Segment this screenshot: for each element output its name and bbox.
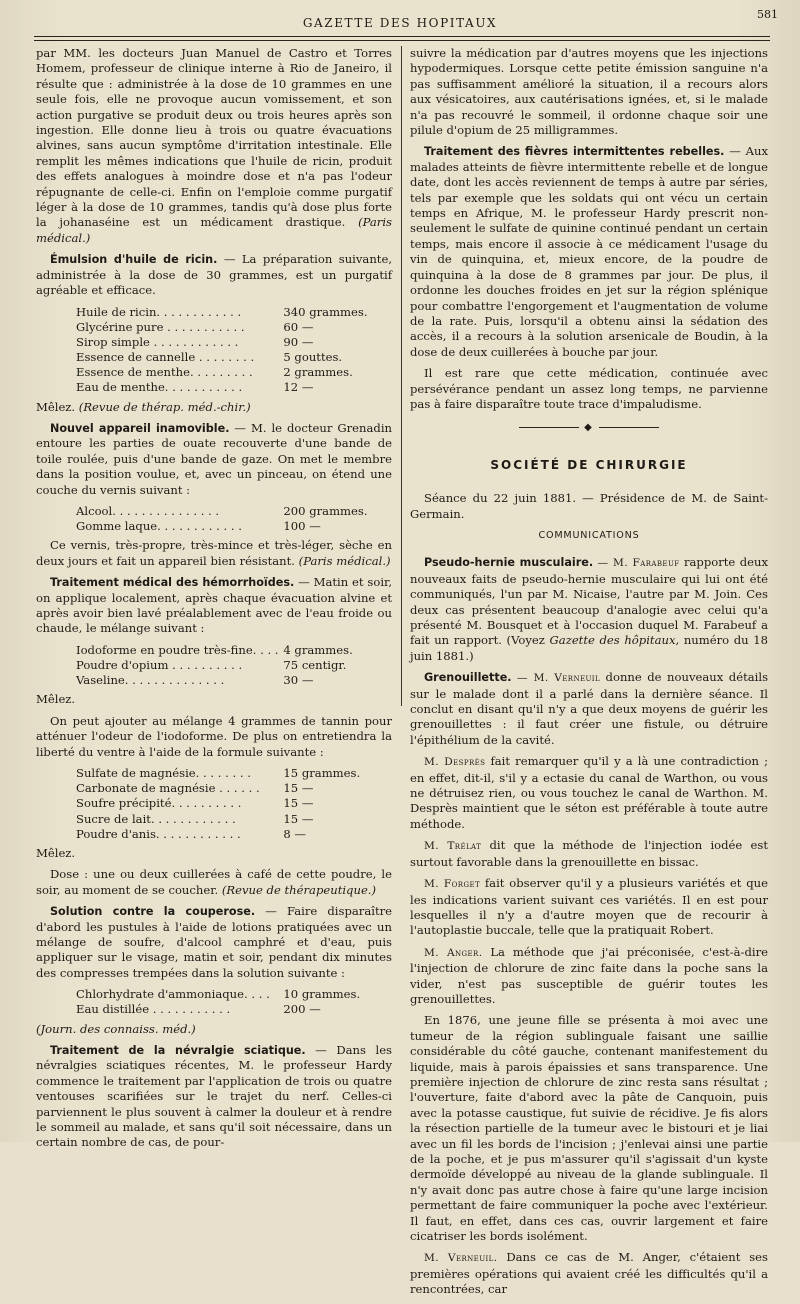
- quantity: 200 —: [283, 1002, 321, 1017]
- society-heading: SOCIÉTÉ DE CHIRURGIE: [490, 457, 688, 472]
- ingredient: Eau de menthe. . . . . . . . . . .: [76, 380, 243, 395]
- article-paragraph: [410, 1013, 768, 1244]
- quantity: 2 grammes.: [283, 365, 353, 380]
- recipe-row: [76, 504, 392, 519]
- recipe-row: [76, 781, 392, 796]
- article-paragraph: [36, 421, 392, 498]
- quantity: 12 —: [283, 380, 314, 395]
- speaker-name: M. Forget: [424, 878, 481, 891]
- recipe-row: [76, 1002, 392, 1017]
- recipe-row: [76, 673, 392, 688]
- speaker-name: M. Desprès: [424, 756, 486, 769]
- recipe-row: [76, 335, 392, 350]
- speaker-name: — M. Farabeuf: [597, 557, 680, 570]
- section-title: Traitement de la névralgie sciatique.: [50, 1044, 306, 1058]
- paragraph-text: Dose : une ou deux cuillerées à café de cette poudre, le soir, au moment de se coucher.: [36, 867, 392, 897]
- paragraph-text: Il est rare que cette médication, continuée avec persévérance pendant un assez long temps, ne parvienne pas à faire disparaître toute trace d'impaludisme.: [410, 366, 768, 411]
- column-divider: [401, 46, 402, 706]
- ornament-diamond-icon: ◆: [584, 422, 594, 434]
- ingredient: Soufre précipité. . . . . . . . . .: [76, 796, 242, 811]
- article-paragraph: [36, 46, 392, 246]
- section-title: Traitement des fièvres intermittentes rebelles.: [424, 145, 725, 159]
- ingredient: Essence de cannelle . . . . . . . .: [76, 350, 255, 365]
- article-paragraph: [410, 945, 768, 1008]
- ornament-line: [599, 427, 659, 428]
- quantity: 200 grammes.: [283, 504, 368, 519]
- article-paragraph: [36, 575, 392, 637]
- ingredient: Glycérine pure . . . . . . . . . . .: [76, 319, 245, 334]
- recipe-row: [76, 827, 392, 842]
- recipe-row: [76, 305, 392, 320]
- article-paragraph: [36, 904, 392, 981]
- speaker-name: M. Anger.: [424, 946, 483, 959]
- ingredient: Vaseline. . . . . . . . . . . . . .: [76, 673, 225, 688]
- article-paragraph: [410, 838, 768, 870]
- paragraph-text: — La préparation suivante, administrée à la dose de 30 grammes, est un purgatif agréable et efficace.: [36, 252, 393, 298]
- source-reference: (Paris médical.): [36, 215, 392, 245]
- paragraph-text: numéro du 18 juin 1881.): [410, 633, 769, 663]
- recipe-row: [76, 987, 392, 1002]
- paragraph-text: dit que la méthode de l'injection iodée est surtout favorable dans la grenouillette en bissac.: [410, 838, 768, 869]
- recipe-row: [76, 796, 392, 811]
- recipe-list: [76, 766, 392, 842]
- ingredient: Chlorhydrate d'ammoniaque. . . .: [76, 987, 270, 1002]
- header-rule: [34, 36, 770, 37]
- source-reference: (Revue de thérap. méd.-chir.): [78, 399, 251, 414]
- right-column: [410, 46, 768, 1304]
- quantity: 15 grammes.: [283, 766, 361, 781]
- ingredient: Poudre d'opium . . . . . . . . . .: [76, 658, 243, 673]
- source-reference: (Journ. des connaiss. méd.): [36, 1021, 196, 1036]
- recipe-row: [76, 365, 392, 380]
- recipe-list: [76, 504, 392, 534]
- ingredient: Carbonate de magnésie . . . . . .: [76, 781, 260, 796]
- article-paragraph: [410, 555, 768, 664]
- paragraph-text: donne de nouveaux détails sur le malade dont il a parlé dans la dernière séance. Il conclut en disant qu'il n'y a que deux moyens de guérir les grenouillettes : il faut créer une fistule, ou détruire l'épithélium de la cavité.: [410, 670, 769, 747]
- section-title: Pseudo-hernie musculaire.: [424, 556, 594, 570]
- section-title: Traitement médical des hémorrhoïdes.: [50, 576, 295, 590]
- paragraph-text: fait remarquer qu'il y a là une contradiction ; en effet, dit-il, s'il y a ectasie du canal de Warthon, ou vous ne détruisez rien, ou vous touchez le canal de Warthon. M. Desprès maintient que le séton est préférable à toute autre méthode.: [410, 754, 769, 831]
- recipe-list: [76, 643, 392, 689]
- quantity: 15 —: [283, 811, 314, 826]
- recipe-instruction: Mêlez.: [36, 846, 76, 860]
- section-title: Émulsion d'huile de ricin.: [50, 253, 218, 267]
- quantity: 10 grammes.: [283, 987, 361, 1002]
- paragraph-text: — Aux malades atteints de fièvre intermittente rebelle et de longue date, dont les accès reviennent de temps à autre par séries, tels par exemple que les soldats qui ont vécu un certain temps en Afrique, M. le professeur Hardy prescrit non-seulement le sulfate de quinine continué pendant un certain temps, mais encore il associe à ce médicament l'usage du vin de quinquina, et, mieux encore, de la poudre de quinquina à la dose de 8 grammes par jour. De plus, il ordonne les douches froides en jet sur la région splénique pour combattre l'engorgement et l'augmentation de volume de la rate. Puis, lorsqu'il a obtenu ainsi la sédation des accès, il a recours à la solution arsenicale de Boudin, à la dose de deux cuillerées à bouche par jour.: [410, 144, 768, 359]
- ingredient: Eau distillée . . . . . . . . . . .: [76, 1002, 231, 1017]
- recipe-instruction: [36, 400, 392, 415]
- quantity: 8 —: [283, 826, 307, 841]
- ornament-line: [519, 427, 579, 428]
- article-paragraph: [410, 366, 768, 412]
- header-rule-thin: [34, 40, 770, 41]
- ingredient: Sucre de lait. . . . . . . . . . . .: [76, 811, 236, 826]
- paragraph-text: rapporte deux nouveaux faits de pseudo-hernie musculaire qui lui ont été communiqués, l'un par M. Nicaise, l'autre par M. Join. Ces deux cas présentent beaucoup d'analogie avec celui qu'a présenté M. Bousquet et à l'occasion duquel M. Farabeuf a fait un rapport. (Voyez: [410, 555, 768, 648]
- article-paragraph: [410, 1250, 768, 1297]
- paragraph-text: On peut ajouter au mélange 4 grammes de tannin pour atténuer l'odeur de l'iodoforme. De plus on entretiendra la liberté du ventre à l'aide de la formule suivante :: [36, 713, 392, 759]
- recipe-row: [76, 350, 392, 365]
- recipe-instruction: Mêlez.: [36, 692, 76, 707]
- article-paragraph: [410, 754, 768, 832]
- section-title: Grenouillette.: [424, 671, 512, 685]
- ingredient: Huile de ricin. . . . . . . . . . . .: [76, 304, 242, 319]
- quantity: 75 centigr.: [283, 658, 347, 673]
- page-header-title: GAZETTE DES HOPITAUX: [302, 16, 498, 30]
- quantity: 90 —: [283, 334, 314, 349]
- left-column: [36, 46, 392, 1157]
- melez-text: Mêlez.: [36, 399, 76, 414]
- recipe-row: [76, 643, 392, 658]
- recipe-row: [76, 320, 392, 335]
- quantity: 340 grammes.: [283, 304, 368, 319]
- recipe-row: [76, 658, 392, 673]
- section-title: Solution contre la couperose.: [50, 905, 256, 919]
- recipe-list: [76, 987, 392, 1017]
- paragraph-text: Ce vernis, très-propre, très-mince et très-léger, sèche en deux jours et fait un appareil bien résistant.: [36, 538, 392, 568]
- quantity: 60 —: [283, 319, 314, 334]
- article-paragraph: [36, 714, 392, 760]
- session-line: Séance du 22 juin 1881. — Présidence de M. de Saint-Germain.: [410, 491, 768, 521]
- ingredient: Gomme laque. . . . . . . . . . . .: [76, 519, 242, 534]
- article-paragraph: [410, 46, 768, 138]
- paragraph-text: — M. le docteur Grenadin entoure les parties de ouate recouverte d'une bande de toile roulée, puis d'une bande de gaze. On met le membre dans la position voulue, et, avec un pinceau, on étend une couche du vernis suivant :: [36, 421, 392, 497]
- quantity: 15 —: [283, 781, 314, 796]
- article-paragraph: [36, 1043, 392, 1151]
- ingredient: Sulfate de magnésie. . . . . . . .: [76, 766, 251, 781]
- quantity: 30 —: [283, 673, 314, 688]
- article-paragraph: [410, 670, 768, 748]
- recipe-row: [76, 812, 392, 827]
- source-reference: (Paris médical.): [298, 553, 391, 568]
- section-ornament: [410, 420, 768, 435]
- ingredient: Sirop simple . . . . . . . . . . . .: [76, 334, 239, 349]
- paragraph-text: — Matin et soir, on applique localement, après chaque évacuation alvine et après avoir bien lavé préalablement avec de l'eau froide ou chaude, le mélange suivant :: [36, 575, 392, 636]
- paragraph-text: fait observer qu'il y a plusieurs variétés et que les indications varient suivant ces variétés. Il en est pour lesquelles il n'y a d'autre moyen que de recourir à l'autoplastie buccale, telle que la pratiquait Robert.: [410, 876, 769, 938]
- ingredient: Essence de menthe. . . . . . . . .: [76, 365, 253, 380]
- paragraph-text: — Dans les névralgies sciatiques récentes, M. le professeur Hardy commence le traitement par l'application de trois ou quatre ventouses scarifiées sur le trajet du nerf. Celles-ci parviennent le plus souvent à calmer la douleur et à rendre le sommeil au malade, et sans qu'il soit nécessaire, dans un certain nombre de cas, de pour-: [36, 1043, 393, 1150]
- section-title: Nouvel appareil inamovible.: [50, 422, 230, 436]
- communications-heading: COMMUNICATIONS: [538, 529, 640, 541]
- quantity: 100 —: [283, 519, 321, 534]
- recipe-row: [76, 380, 392, 395]
- source-reference: (Revue de thérapeutique.): [221, 882, 377, 897]
- paragraph-text: Dans ce cas de M. Anger, c'étaient ses premières opérations qui avaient créé les difficultés qu'il a rencontrées, car: [410, 1250, 768, 1297]
- paragraph-text: suivre la médication par d'autres moyens que les injections hypodermiques. Lorsque cette petite émission sanguine n'a pas suffisamment amélioré la situation, il a recours alors aux vésicatoires, aux cautérisations ignées, et, si le malade n'a pas recouvré le sommeil, il ordonne chaque soir une pilule d'opium de 25 milligrammes.: [410, 46, 768, 138]
- source-reference: Gazette des hôpitaux,: [549, 633, 680, 648]
- article-paragraph: [36, 538, 392, 569]
- quantity: 15 —: [283, 796, 314, 811]
- recipe-row: [76, 766, 392, 781]
- recipe-row: [76, 519, 392, 534]
- paragraph-text: La méthode que j'ai préconisée, c'est-à-dire l'injection de chlorure de zinc faite dans la poche sans la vider, n'est pas susceptible de guérir toutes les grenouillettes.: [410, 944, 768, 1006]
- paragraph-text: par MM. les docteurs Juan Manuel de Castro et Torres Homem, professeur de clinique interne à Rio de Janeiro, il résulte que : administrée à la dose de 10 grammes en une seule fois, elle ne provoque aucun vomissement, et son action purgative se produit deux ou trois heures après son ingestion. Elle donne lieu à trois ou quatre évacuations alvines, sans aucun symptôme d'irritation intestinale. Elle remplit les mêmes indications que l'huile de ricin, produit des effets analogues à moindre dose et n'a pas l'odeur répugnante de celle-ci. Enfin on l'emploie comme purgatif léger à la dose de 10 grammes, tandis qu'à dose plus forte la johanaséine est un médicament drastique.: [36, 46, 392, 230]
- ingredient: Poudre d'anis. . . . . . . . . . . .: [76, 826, 241, 841]
- ingredient: Alcool. . . . . . . . . . . . . . .: [76, 504, 220, 519]
- paragraph-text: — Faire disparaître d'abord les pustules à l'aide de lotions pratiquées avec un mélange de soufre, d'alcool camphré et d'eau, puis appliquer sur le visage, matin et soir, pendant dix minutes des compresses trempées dans la solution suivante :: [36, 904, 393, 980]
- speaker-name: — M. Verneuil: [517, 672, 601, 685]
- article-paragraph: [36, 867, 392, 898]
- article-paragraph: [410, 876, 768, 939]
- article-paragraph: [410, 144, 768, 360]
- speaker-name: M. Trélat: [424, 840, 482, 853]
- ingredient: Iodoforme en poudre très-fine. . . .: [76, 642, 279, 657]
- quantity: 4 grammes.: [283, 642, 353, 657]
- page-number: 581: [757, 8, 778, 21]
- paragraph-text: En 1876, une jeune fille se présenta à moi avec une tumeur de la région sublinguale faisant une saillie considérable du côté gauche, contenant manifestement du liquide, mais à parois épaissies et sans transparence. Une première injection de chlorure de zinc resta sans résultat ; l'ouverture, faite d'abord avec la pâte de Canquoin, puis avec la potasse caustique, fut suivie de récidive. Je fis alors la résection partielle de la tumeur avec le bistouri et je liai avec un fil les bords de l'incision ; j'enlevai ainsi une partie de la poche, et je pus m'assurer qu'il s'agissait d'un kyste dermoïde développé au niveau de la glande sublinguale. Il n'y avait donc pas autre chose à faire qu'une large incision permettant de faire communiquer la poche avec l'extérieur. Il faut, en effet, dans ces cas, ouvrir largement et faire cicatriser les bords isolément.: [410, 1013, 768, 1244]
- recipe-list: [76, 305, 392, 396]
- article-paragraph: [36, 252, 392, 298]
- quantity: 5 gouttes.: [283, 350, 343, 365]
- speaker-name: M. Verneuil.: [424, 1252, 498, 1265]
